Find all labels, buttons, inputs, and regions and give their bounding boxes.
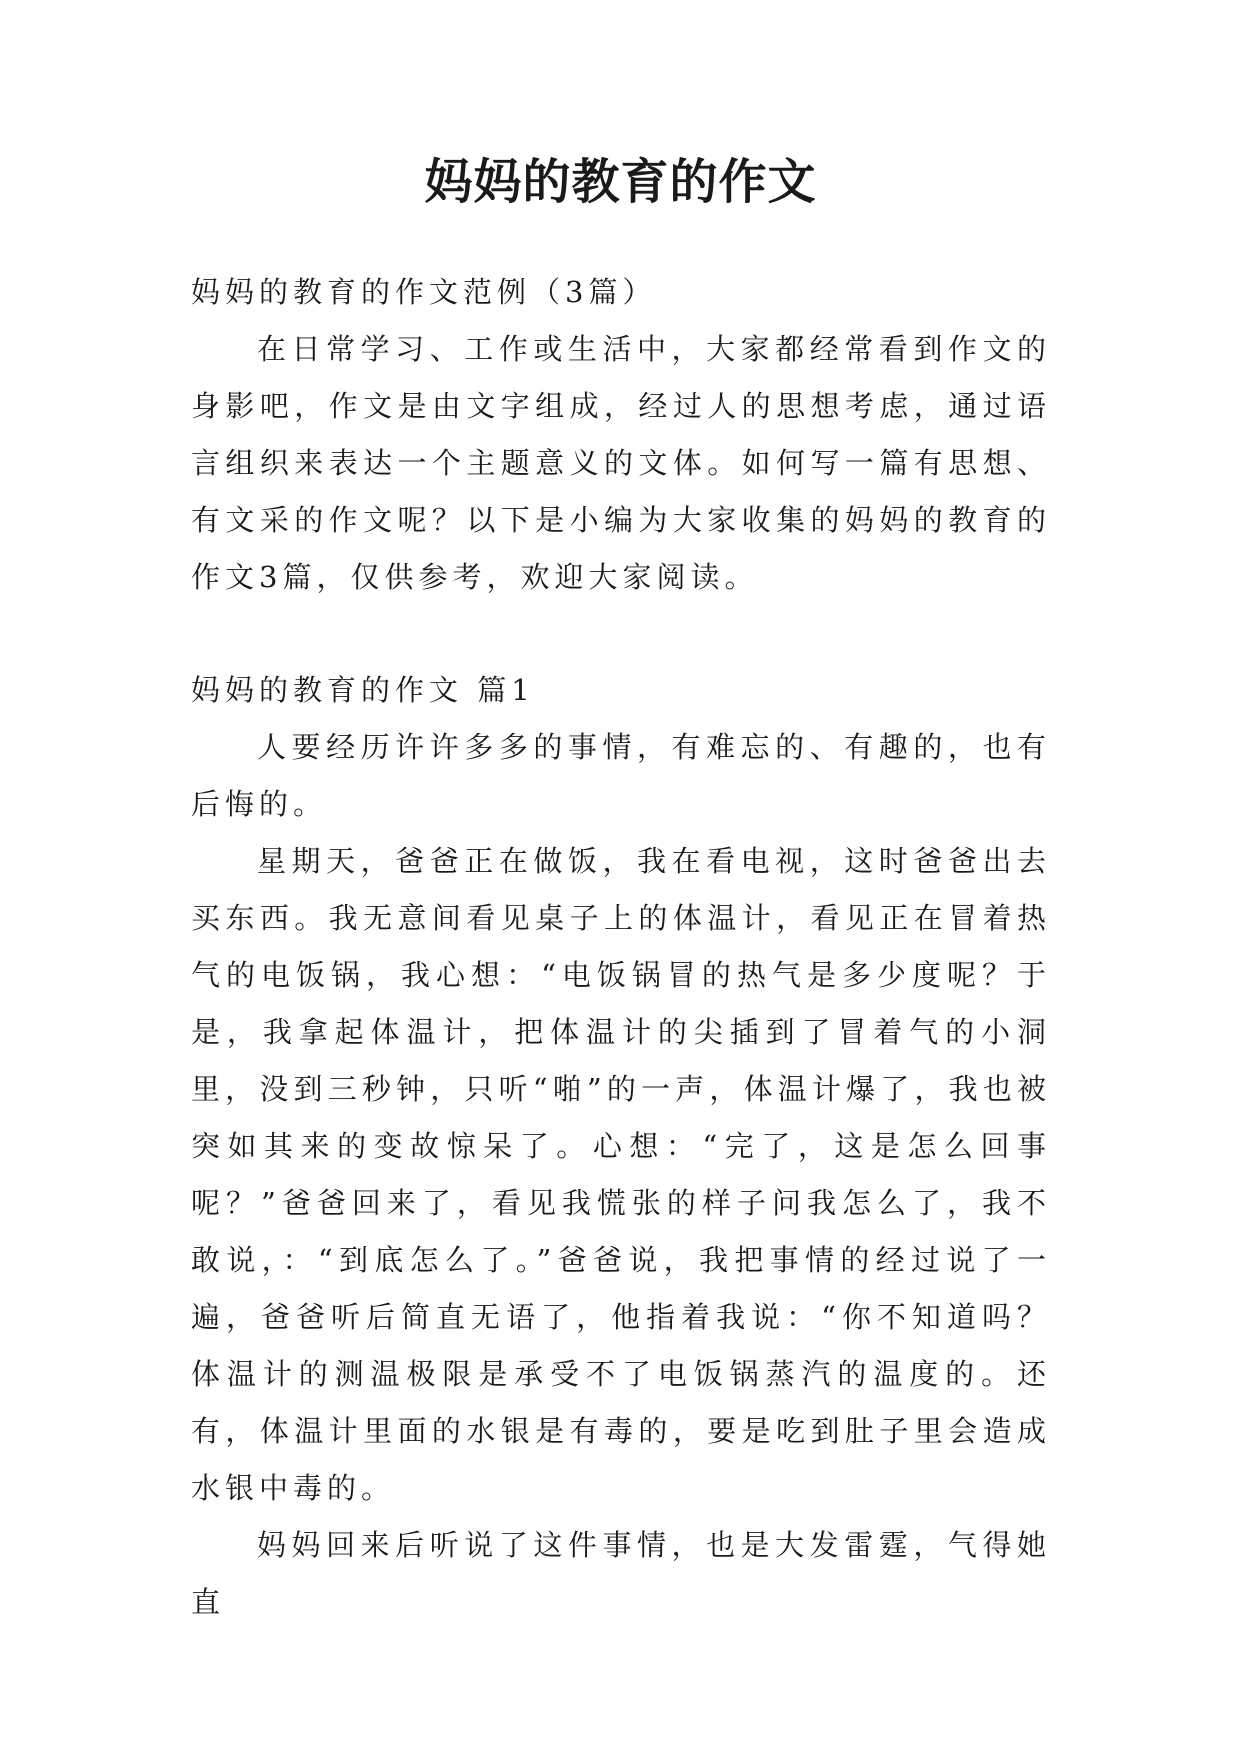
intro-paragraph: 在日常学习、工作或生活中，大家都经常看到作文的身影吧，作文是由文字组成，经过人的思想考虑，通过语言组织来表达一个主题意义的文体。如何写一篇有思想、有文采的作文呢？以下是小编为大家收集的妈妈的教育的作文3篇，仅供参考，欢迎大家阅读。 [191, 332, 1051, 594]
essay-1-paragraph-1: 人要经历许许多多的事情，有难忘的、有趣的，也有后悔的。 [191, 730, 1051, 821]
document-title: 妈妈的教育的作文 [424, 154, 817, 210]
essay-1-heading: 妈妈的教育的作文 篇1 [191, 673, 535, 707]
collection-heading: 妈妈的教育的作文范例（3篇） [191, 275, 657, 309]
essay-1-paragraph-2: 星期天，爸爸正在做饭，我在看电视，这时爸爸出去买东西。我无意间看见桌子上的体温计，看见正在冒着热气的电饭锅，我心想：“电饭锅冒的热气是多少度呢？于是，我拿起体温计，把体温计的尖插到了冒着气的小洞里，没到三秒钟，只听“啪”的一声，体温计爆了，我也被突如其来的变故惊呆了。心想：“完了，这是怎么回事呢？”爸爸回来了，看见我慌张的样子问我怎么了，我不敢说，：“到底怎么了。”爸爸说，我把事情的经过说了一遍，爸爸听后简直无语了，他指着我说：“你不知道吗？体温计的测温极限是承受不了电饭锅蒸汽的温度的。还有，体温计里面的水银是有毒的，要是吃到肚子里会造成水银中毒的。 [191, 844, 1051, 1505]
document-body [191, 264, 1051, 1631]
essay-1-paragraph-3: 妈妈回来后听说了这件事情，也是大发雷霆，气得她直 [191, 1528, 1051, 1619]
